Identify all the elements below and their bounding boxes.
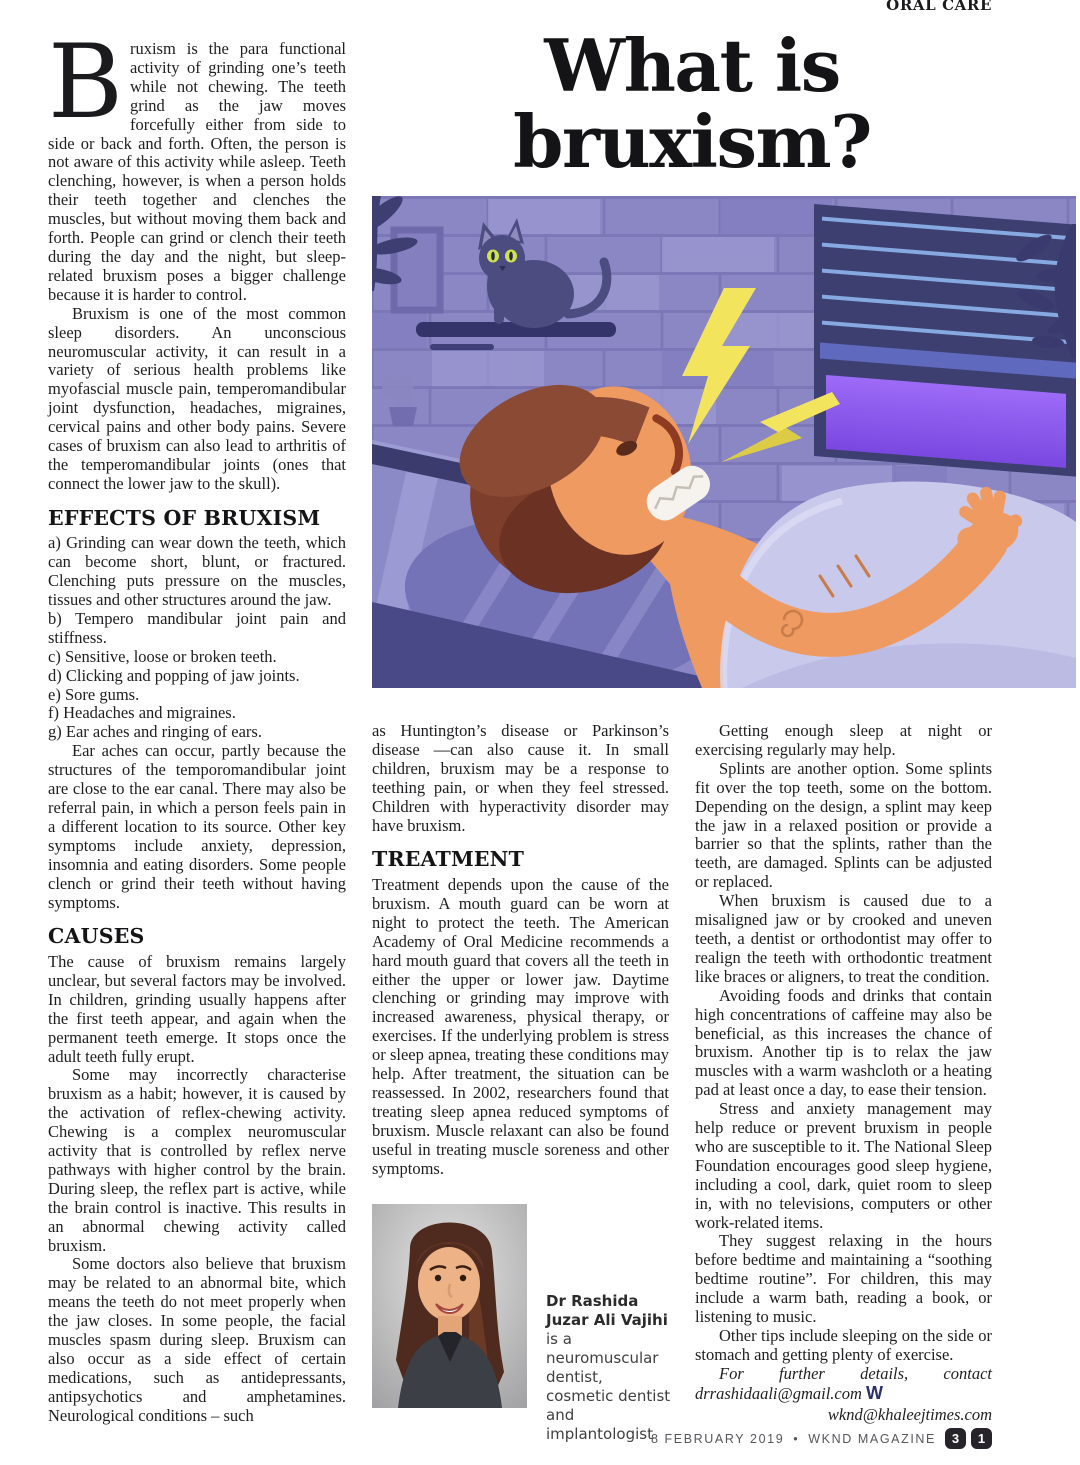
paragraph: Splints are another option. Some splints fit over the top teeth, some on the bottom. Depending on the design, a splint may keep the jaw in a relaxed position or provide a barrier so that the splints, rather than the teeth, are damaged. Splints can be adjusted or replaced. <box>695 758 992 892</box>
footer-date: 8 FEBRUARY 2019 <box>650 1431 785 1446</box>
footer-magazine: WKND MAGAZINE <box>808 1431 936 1446</box>
author-bio: is a neuromuscular dentist, cosmetic dentist and implantologist <box>546 1330 671 1444</box>
intro-paragraph <box>48 23 346 305</box>
effect-item-e: e) Sore gums. <box>48 684 140 704</box>
magazine-email: wknd@khaleejtimes.com <box>827 1404 992 1424</box>
paragraph: Avoiding foods and drinks that contain high concentrations of caffeine may also be beneficial, as this increases the chance of bruxism. Another tip is to relax the jaw muscles with a warm washcloth or a heating pad at least once a day, to ease their tension. <box>695 985 992 1100</box>
paragraph: When bruxism is caused due to a misaligned jaw or by crooked and uneven teeth, a dentist or orthodontist may offer to realign the teeth with orthodontic treatment like braces or aligners, to treat the condition. <box>695 891 992 986</box>
author-block <box>372 1204 671 1444</box>
article-column-middle <box>372 721 671 1444</box>
paragraph: They suggest relaxing in the hours before bedtime and maintaining a “soothing bedtime routine”. For children, this may include a warm bath, reading a book, or listening to music. <box>695 1231 992 1327</box>
effect-item-g: g) Ear aches and ringing of ears. <box>48 722 262 742</box>
section-label: ORAL CARE <box>886 0 992 14</box>
paragraph-text: ruxism is the para functional activity of grinding one’s teeth while not chewing. The teeth grind as the jaw moves forcefully either from side to side or back and forth. Often, the person is not aware of this activity while asleep. Teeth clenching, however, is when a person holds their teeth together and clenches the muscles, but without moving them back and forth. People can grind or clench their teeth during the day and the night, but sleep-related bruxism poses a bigger challenge because it is harder to control. <box>48 39 346 304</box>
bruxism-illustration <box>372 196 1076 688</box>
author-caption <box>546 1292 672 1444</box>
page-number-badge: 3 <box>945 1428 966 1449</box>
effect-item-b: b) Tempero mandibular joint pain and stiffness. <box>48 608 346 647</box>
effects-heading: EFFECTS OF BRUXISM <box>48 505 321 530</box>
doctor-photo <box>372 1204 527 1408</box>
paragraph: Some may incorrectly characterise bruxism as a habit; however, it is caused by the activation of reflex-chewing activity. Chewing is a complex neuromuscular activity that is controlled by reflex nerve pathways with higher control by the brain. During sleep, the reflex part is active, while the brain control is inactive. This results in an abnormal chewing activity called bruxism. <box>48 1065 346 1255</box>
paragraph: as Huntington’s disease or Parkinson’s disease —can also cause it. In small children, bruxism may be a response to teething pain, or when they feel stressed. Children with hyperactivity disorder may have bruxism. <box>372 721 669 835</box>
article-column-left <box>48 23 346 1426</box>
effect-item-c: c) Sensitive, loose or broken teeth. <box>48 646 277 666</box>
author-name-line2: Juzar Ali Vajihi <box>546 1311 668 1330</box>
author-name-line1: Dr Rashida <box>546 1292 639 1311</box>
wknd-logo-mark: W <box>866 1382 884 1403</box>
treatment-heading: TREATMENT <box>372 847 525 872</box>
contact-line <box>695 1365 992 1404</box>
paragraph: Treatment depends upon the cause of the bruxism. A mouth guard can be worn at night to protect the teeth. The American Academy of Oral Medicine recommends a hard mouth guard that covers all the teeth in either the upper or lower jaw. Daytime clenching or grinding may improve with increased awareness, physical therapy, or exercises. If the underlying problem is stress or sleep apnea, treating these conditions may help. After treatment, the situation can be reassessed. In 2002, researchers found that treating sleep apnea reduced symptoms of bruxism. Muscle relaxant can also be found useful in treating muscle soreness and other symptoms. <box>372 874 669 1178</box>
headline-block <box>372 23 1012 222</box>
paragraph: Ear aches can occur, partly because the structures of the temporomandibular joint are close to the ear canal. There may also be referral pain, in which a person feels pain in a different location to its source. Other key symptoms include anxiety, depression, insomnia and eating disorders. Some people clench or grind their teeth without having symptoms. <box>48 741 346 912</box>
effect-item-a: a) Grinding can wear down the teeth, which can become short, blunt, or fractured. Clenching puts pressure on the muscles, tissues and other structures around the jaw. <box>48 533 346 610</box>
paragraph: The cause of bruxism remains largely unclear, but several factors may be involved. In children, grinding usually happens after the first teeth appear, and again when the permanent teeth emerge. It stops once the adult teeth fully erupt. <box>48 951 346 1066</box>
contact-text: For further details, contact drrashidaali@gmail.com <box>695 1363 992 1403</box>
paragraph: Getting enough sleep at night or exercising regularly may help. <box>695 721 992 759</box>
paragraph: Some doctors also believe that bruxism may be related to an abnormal bite, which means the teeth do not meet properly when the jaw closes. In some people, the facial muscles spasm during sleep. Bruxism can also occur as a side effect of certain medications, such as antidepressants, antipsychotics and amphetamines. Neurological conditions – such <box>48 1254 346 1425</box>
effect-item-d: d) Clicking and popping of jaw joints. <box>48 665 300 685</box>
paragraph: Bruxism is one of the most common sleep disorders. An unconscious neuromuscular activity, it can result in a variety of serious health problems like myofascial muscle pain, temperomandibular joint dysfunction, headaches, migraines, cervical pains and other body pains. Severe cases of bruxism can also lead to arthritis of the temperomandibular joints (ones that connect the lower jaw to the skull). <box>48 303 346 493</box>
paragraph: Stress and anxiety management may help reduce or prevent bruxism in people who are susceptible to it. The National Sleep Foundation encourages good sleep hygiene, including a cool, dark, quiet room to sleep in, with no televisions, computers or other work-related items. <box>695 1099 992 1232</box>
page-footer <box>651 1428 992 1449</box>
drop-cap: B <box>48 23 123 142</box>
footer-separator: • <box>793 1431 800 1446</box>
page-number-badge: 1 <box>971 1428 992 1449</box>
paragraph: Other tips include sleeping on the side or stomach and getting plenty of exercise. <box>695 1326 992 1364</box>
article-column-right <box>695 722 992 1425</box>
page-title: What is bruxism? <box>513 23 871 184</box>
causes-heading: CAUSES <box>48 924 145 949</box>
page-number-badges <box>945 1428 992 1449</box>
effect-item-f: f) Headaches and migraines. <box>48 703 236 723</box>
